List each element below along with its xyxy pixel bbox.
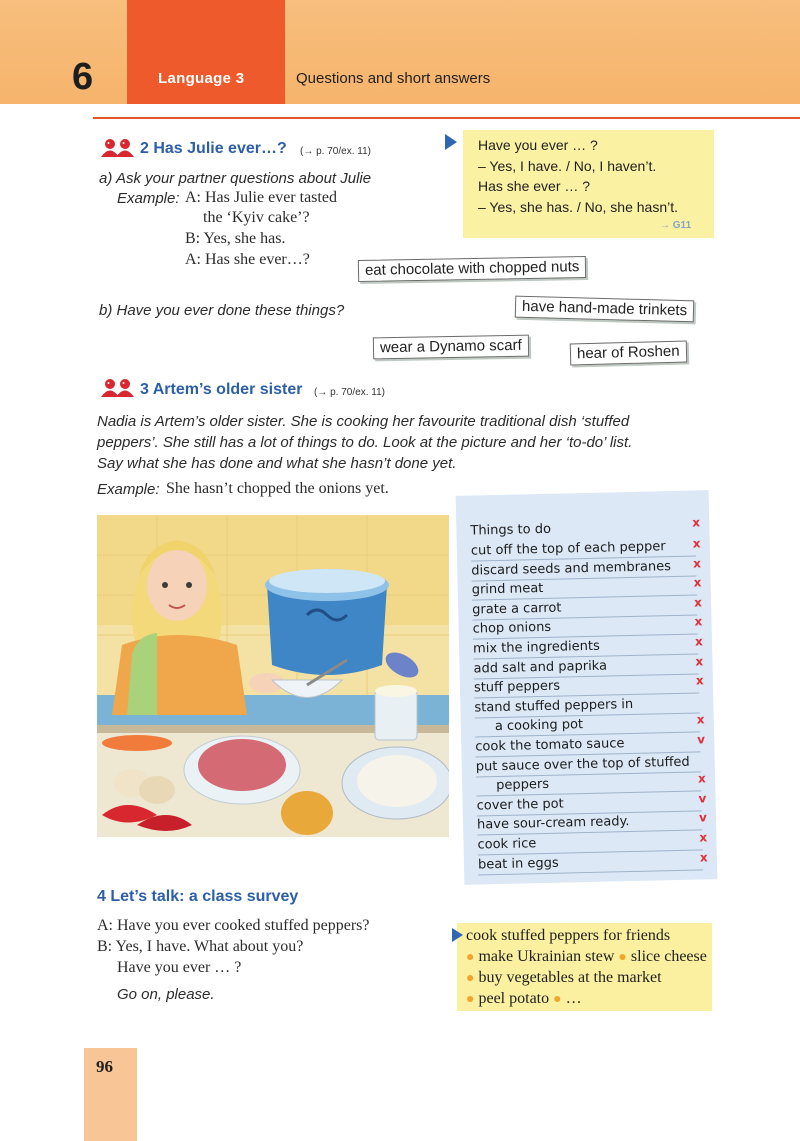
dialogue-line-a1: A: Has Julie ever tasted: [185, 189, 337, 206]
survey-line-b2: Have you ever … ?: [117, 959, 242, 976]
exercise3-example: She hasn’t chopped the onions yet.: [166, 480, 389, 497]
not-done-mark: x: [693, 555, 702, 571]
todo-item: put sauce over the top of stuffed: [475, 754, 690, 775]
grammar-ref: → G11: [660, 220, 692, 231]
header-band: [0, 0, 800, 104]
bullet-icon: ●: [466, 992, 475, 1007]
bullet-icon: ●: [466, 971, 475, 986]
exercise3-instruction: peppers’. She still has a lot of things to do. Look at the picture and her ‘to-do’ list.: [97, 434, 633, 451]
not-done-mark: x: [694, 634, 703, 649]
exercise2-ref: (→ p. 70/ex. 11): [300, 146, 371, 157]
kitchen-illustration: [97, 515, 449, 837]
bullet-icon: ●: [553, 992, 562, 1007]
todo-item: cook rice: [477, 836, 537, 853]
todo-item: stand stuffed peppers in: [474, 696, 634, 716]
exercise2-part-b: b) Have you ever done these things?: [99, 302, 345, 319]
pair-work-icon: [100, 378, 136, 398]
dialogue-line-a2: the ‘Kyiv cake’?: [203, 209, 310, 226]
unit-number: 6: [72, 56, 94, 98]
exercise3-instruction: Say what she has done and what she hasn’t done yet.: [97, 455, 457, 472]
survey-line-a: A: Have you ever cooked stuffed peppers?: [97, 917, 370, 934]
phrase-tag: wear a Dynamo scarf: [373, 335, 529, 360]
vocab-item: cook stuffed peppers for friends: [466, 927, 671, 944]
todo-item: discard seeds and membranes: [471, 558, 672, 579]
not-done-mark: x: [694, 614, 703, 629]
exercise3-example-label: Example:: [97, 481, 160, 498]
dialogue-line-b: B: Yes, she has.: [185, 230, 286, 247]
exercise2-title: 2 Has Julie ever…?: [140, 140, 287, 157]
arrow-icon: [445, 134, 457, 150]
header-rule: [93, 117, 800, 119]
todo-item: add salt and paprika: [473, 658, 608, 677]
done-mark: v: [698, 791, 707, 806]
todo-heading-mark: x: [692, 515, 701, 530]
not-done-mark: x: [692, 536, 701, 551]
not-done-mark: x: [699, 849, 708, 865]
vocab-item: slice cheese: [630, 948, 707, 965]
todo-item: have sour-cream ready.: [476, 814, 630, 833]
vocab-line: [466, 969, 662, 987]
exercise3-title: 3 Artem’s older sister: [140, 381, 303, 398]
not-done-mark: x: [693, 595, 703, 610]
todo-item: peppers: [496, 777, 550, 794]
page-number: 96: [96, 1057, 113, 1076]
done-mark: v: [698, 810, 707, 825]
section-label: Language 3: [158, 70, 245, 87]
todo-item: mix the ingredients: [472, 638, 600, 657]
dialogue-line-a3: A: Has she ever…?: [185, 251, 310, 268]
phrase-tag: eat chocolate with chopped nuts: [358, 256, 587, 282]
exercise3-ref: (→ p. 70/ex. 11): [314, 387, 385, 398]
not-done-mark: x: [693, 575, 702, 590]
exercise2-example-label: Example:: [117, 190, 180, 207]
bullet-icon: ●: [466, 950, 475, 965]
vocab-item: …: [565, 990, 582, 1007]
todo-note: [456, 490, 718, 885]
todo-item: cover the pot: [476, 796, 564, 814]
pair-work-icon: [100, 138, 136, 158]
exercise3-instruction: Nadia is Artem’s older sister. She is cooking her favourite traditional dish ‘stuffed: [97, 413, 630, 430]
vocab-line: [466, 990, 582, 1008]
todo-item: grind meat: [471, 581, 544, 598]
todo-item: beat in eggs: [477, 855, 559, 873]
vocab-line: [466, 927, 670, 945]
not-done-mark: x: [695, 653, 704, 669]
vocab-line: [466, 948, 707, 966]
vocab-item: buy vegetables at the market: [478, 969, 662, 986]
todo-item: a cooking pot: [494, 717, 584, 735]
exercise2-part-a: a) Ask your partner questions about Julie: [99, 170, 372, 187]
not-done-mark: x: [696, 712, 705, 727]
section-tab: [127, 0, 285, 104]
arrow-icon: [452, 928, 463, 942]
grammar-line: – Yes, I have. / No, I haven’t.: [478, 158, 657, 174]
grammar-line: Have you ever … ?: [478, 137, 598, 153]
bullet-icon: ●: [618, 950, 627, 965]
todo-item: cut off the top of each pepper: [470, 539, 666, 559]
page-title: Questions and short answers: [296, 70, 491, 87]
not-done-mark: x: [699, 830, 708, 845]
survey-go-on: Go on, please.: [117, 986, 215, 1003]
survey-line-b: B: Yes, I have. What about you?: [97, 938, 304, 955]
todo-item: grate a carrot: [472, 600, 562, 618]
todo-item: stuff peppers: [473, 678, 561, 696]
done-mark: v: [697, 732, 706, 747]
vocab-item: peel potato: [478, 990, 550, 1007]
grammar-line: Has she ever … ?: [478, 178, 591, 194]
not-done-mark: x: [695, 673, 704, 688]
not-done-mark: x: [697, 771, 707, 786]
phrase-tag: have hand-made trinkets: [515, 296, 695, 323]
vocab-item: make Ukrainian stew: [478, 948, 615, 965]
todo-heading: Things to do: [470, 521, 552, 539]
grammar-line: – Yes, she has. / No, she hasn’t.: [478, 199, 679, 215]
todo-item: chop onions: [472, 620, 552, 637]
todo-item: cook the tomato sauce: [475, 736, 625, 755]
phrase-tag: hear of Roshen: [570, 340, 687, 365]
exercise4-title: 4 Let’s talk: a class survey: [97, 888, 299, 905]
